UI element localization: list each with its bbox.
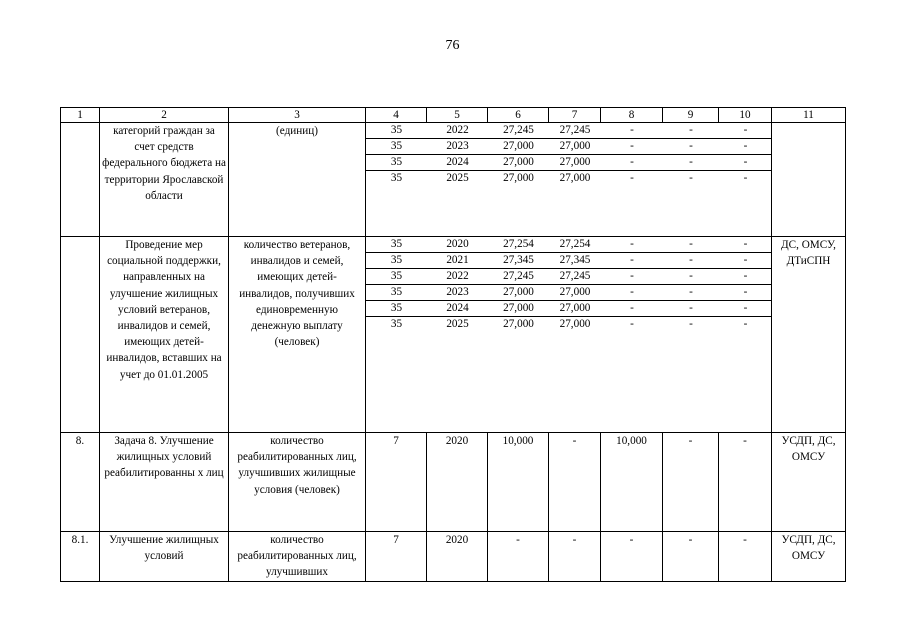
value-cell: 35 xyxy=(390,172,403,184)
page-number: 76 xyxy=(445,38,460,53)
value-cell: - xyxy=(601,253,663,269)
value-cell: - xyxy=(689,318,693,330)
responsible-executors xyxy=(772,123,846,237)
value-cell: 27,000 xyxy=(488,301,549,317)
yearly-values-table xyxy=(366,123,772,186)
indicator-name: (единиц) xyxy=(229,123,366,237)
value-cell: 27,000 xyxy=(549,155,601,171)
value-cell: - xyxy=(663,269,719,285)
year-cell: 2020 xyxy=(427,532,488,582)
item-description: Проведение мер социальной поддержки, направленных на улучшение жилищных условий ветеранов, инвалидов и семей, имеющих детей-инвалидов, вставших на учет до 01.01.2005 xyxy=(100,237,229,433)
table-row xyxy=(61,237,846,433)
col-header: 7 xyxy=(549,108,601,123)
value-cell: 27,000 xyxy=(488,155,549,171)
value-cell: 35 xyxy=(366,237,427,253)
year-cell: 2025 xyxy=(446,318,469,330)
year-row xyxy=(366,123,772,139)
value-cell: 27,345 xyxy=(488,253,549,269)
programme-indicators-table xyxy=(60,107,846,582)
value-cell: 35 xyxy=(366,269,427,285)
value-cell: - xyxy=(663,433,719,532)
column-numbers-row xyxy=(61,108,846,123)
value-cell: - xyxy=(663,237,719,253)
value-cell: 27,000 xyxy=(503,318,534,330)
col-header: 5 xyxy=(427,108,488,123)
responsible-executors: ДС, ОМСУ, ДТиСПН xyxy=(772,237,846,433)
value-cell: - xyxy=(601,301,663,317)
col-header: 2 xyxy=(100,108,229,123)
value-cell: 35 xyxy=(390,318,403,330)
value-cell: - xyxy=(663,285,719,301)
value-cell: 35 xyxy=(366,155,427,171)
value-cell: - xyxy=(663,301,719,317)
value-cell: 27,245 xyxy=(488,123,549,139)
value-cell: 27,345 xyxy=(549,253,601,269)
value-cell: - xyxy=(601,123,663,139)
value-cell: 7 xyxy=(366,532,427,582)
value-cell: 27,000 xyxy=(559,172,591,184)
year-cell: 2021 xyxy=(427,253,488,269)
item-number xyxy=(61,237,100,433)
value-cell: - xyxy=(719,237,772,253)
value-cell: - xyxy=(488,532,549,582)
item-description: Задача 8. Улучшение жилищных условий реабилитированны х лиц xyxy=(100,433,229,532)
value-cell: - xyxy=(663,532,719,582)
value-cell: - xyxy=(663,123,719,139)
table-row xyxy=(61,433,846,532)
value-cell: - xyxy=(719,155,772,171)
year-cell: 2024 xyxy=(427,155,488,171)
value-cell: - xyxy=(689,172,693,184)
value-cell: - xyxy=(663,139,719,155)
value-cell: - xyxy=(601,269,663,285)
item-description: Улучшение жилищных условий xyxy=(100,532,229,582)
value-cell: 27,000 xyxy=(503,172,534,184)
value-cell: 27,245 xyxy=(488,269,549,285)
yearly-values xyxy=(366,123,772,237)
value-cell: 27,000 xyxy=(549,139,601,155)
value-cell: 27,000 xyxy=(549,285,601,301)
year-cell: 2020 xyxy=(427,433,488,532)
item-number: 8.1. xyxy=(61,532,100,582)
col-header: 11 xyxy=(772,108,846,123)
year-row xyxy=(366,253,772,269)
value-cell: 35 xyxy=(366,253,427,269)
value-cell: 35 xyxy=(366,123,427,139)
yearly-values-table xyxy=(366,237,772,332)
yearly-values xyxy=(366,237,772,433)
value-cell: 27,245 xyxy=(549,123,601,139)
year-row xyxy=(366,237,772,253)
year-row xyxy=(366,285,772,301)
value-cell: 27,254 xyxy=(488,237,549,253)
value-cell: 27,000 xyxy=(559,318,591,330)
value-cell: - xyxy=(630,172,634,184)
value-cell: - xyxy=(601,285,663,301)
year-cell: 2023 xyxy=(427,285,488,301)
year-row xyxy=(366,269,772,285)
col-header: 8 xyxy=(601,108,663,123)
year-row xyxy=(366,155,772,171)
responsible-executors: УСДП, ДС, ОМСУ xyxy=(772,433,846,532)
responsible-executors: УСДП, ДС, ОМСУ xyxy=(772,532,846,582)
value-cell: - xyxy=(743,172,748,184)
year-row xyxy=(366,317,772,333)
year-row xyxy=(366,301,772,317)
col-header: 3 xyxy=(229,108,366,123)
value-cell: 27,245 xyxy=(549,269,601,285)
year-cell: 2022 xyxy=(427,123,488,139)
value-cell: 35 xyxy=(366,139,427,155)
value-cell: 35 xyxy=(366,285,427,301)
value-cell: - xyxy=(663,155,719,171)
value-cell: - xyxy=(719,285,772,301)
col-header: 6 xyxy=(488,108,549,123)
value-cell: - xyxy=(630,318,634,330)
value-cell: 27,000 xyxy=(488,139,549,155)
value-cell: 7 xyxy=(366,433,427,532)
indicator-name: количество реабилитированных лиц, улучшивших жилищные условия (человек) xyxy=(229,433,366,532)
year-row xyxy=(366,139,772,155)
year-cell: 2020 xyxy=(427,237,488,253)
value-cell: - xyxy=(719,123,772,139)
value-cell: - xyxy=(601,237,663,253)
col-header: 9 xyxy=(663,108,719,123)
value-cell: - xyxy=(549,433,601,532)
item-number xyxy=(61,123,100,237)
value-cell: - xyxy=(719,139,772,155)
value-cell: - xyxy=(719,532,772,582)
item-description: категорий граждан за счет средств федерального бюджета на территории Ярославской области xyxy=(100,123,229,237)
col-header: 1 xyxy=(61,108,100,123)
value-cell: 35 xyxy=(366,301,427,317)
indicator-name: количество ветеранов, инвалидов и семей, имеющих детей-инвалидов, получивших единовременную денежную выплату (человек) xyxy=(229,237,366,433)
item-number: 8. xyxy=(61,433,100,532)
indicator-name: количество реабилитированных лиц, улучшивших xyxy=(229,532,366,582)
year-cell: 2025 xyxy=(446,172,469,184)
value-cell: 27,000 xyxy=(488,285,549,301)
value-cell: 10,000 xyxy=(601,433,663,532)
value-cell: - xyxy=(719,301,772,317)
value-cell: - xyxy=(719,253,772,269)
value-cell: - xyxy=(663,253,719,269)
year-cell: 2022 xyxy=(427,269,488,285)
table-row xyxy=(61,532,846,582)
value-cell: 10,000 xyxy=(488,433,549,532)
year-row xyxy=(366,171,772,187)
year-cell: 2023 xyxy=(427,139,488,155)
col-header: 10 xyxy=(719,108,772,123)
value-cell: - xyxy=(601,155,663,171)
year-cell: 2024 xyxy=(427,301,488,317)
value-cell: - xyxy=(743,318,748,330)
value-cell: 27,000 xyxy=(549,301,601,317)
value-cell: - xyxy=(601,139,663,155)
value-cell: 27,254 xyxy=(549,237,601,253)
value-cell: - xyxy=(719,269,772,285)
col-header: 4 xyxy=(366,108,427,123)
value-cell: - xyxy=(601,532,663,582)
table-row xyxy=(61,123,846,237)
value-cell: - xyxy=(549,532,601,582)
value-cell: - xyxy=(719,433,772,532)
